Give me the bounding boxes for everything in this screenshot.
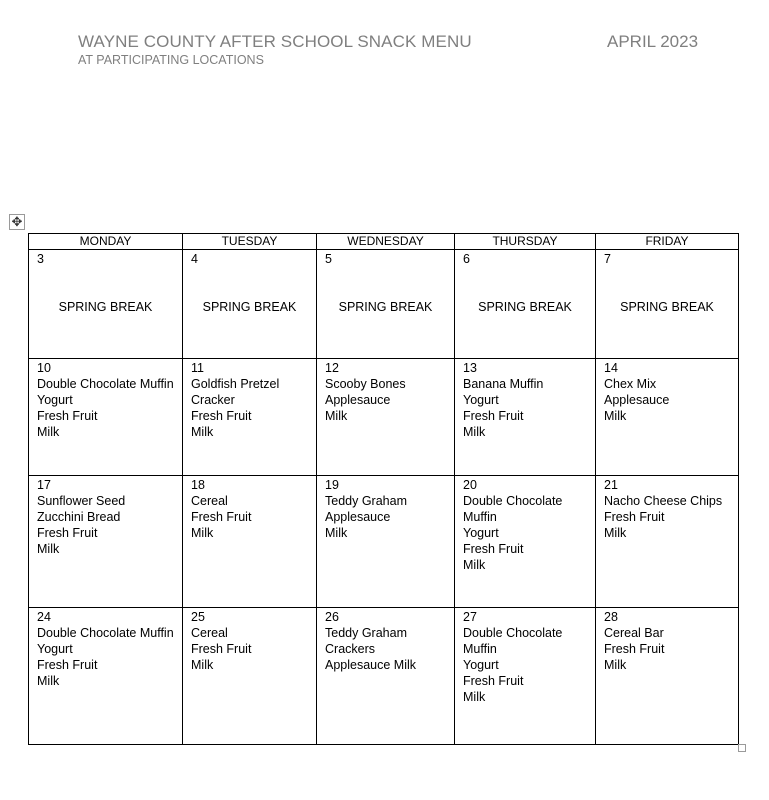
- day-cell-monday: [29, 250, 183, 359]
- day-number: 27: [463, 610, 477, 624]
- day-number: 11: [191, 361, 204, 375]
- menu-item: Milk: [37, 674, 60, 688]
- resize-handle-icon[interactable]: [738, 744, 746, 752]
- day-cell-thursday: [455, 359, 596, 476]
- day-cell-monday: [29, 359, 183, 476]
- weekday-header-wednesday: WEDNESDAY: [317, 234, 455, 250]
- week-row: [29, 608, 739, 745]
- page-title: WAYNE COUNTY AFTER SCHOOL SNACK MENU: [78, 32, 472, 51]
- month-label: APRIL 2023: [607, 32, 699, 51]
- menu-item: Fresh Fruit: [37, 409, 98, 423]
- day-number: 17: [37, 478, 51, 492]
- day-number: 24: [37, 610, 51, 624]
- spring-break-note: SPRING BREAK: [58, 300, 153, 314]
- day-cell-wednesday: [317, 476, 455, 608]
- day-cell-thursday: [455, 250, 596, 359]
- day-number: 28: [604, 610, 618, 624]
- spring-break-note: SPRING BREAK: [620, 300, 714, 314]
- week-row: [29, 250, 739, 359]
- menu-item: Yogurt: [37, 393, 73, 407]
- day-number: 14: [604, 361, 618, 375]
- menu-item: Cereal: [191, 626, 228, 640]
- menu-item: Double Chocolate Muffin: [37, 626, 174, 640]
- snack-calendar-table: [28, 233, 739, 745]
- day-cell-friday: [596, 359, 739, 476]
- day-cell-tuesday: [183, 608, 317, 745]
- menu-item: Yogurt: [463, 393, 499, 407]
- day-number: 5: [325, 252, 332, 266]
- day-cell-wednesday: [317, 359, 455, 476]
- menu-item: Zucchini Bread: [37, 510, 121, 524]
- menu-item: Milk: [463, 690, 486, 704]
- weekday-header-monday: MONDAY: [29, 234, 183, 250]
- menu-item: Fresh Fruit: [463, 542, 524, 556]
- menu-item: Cereal Bar: [604, 626, 664, 640]
- day-cell-monday: [29, 476, 183, 608]
- menu-item: Fresh Fruit: [37, 526, 98, 540]
- weekday-header-friday: FRIDAY: [596, 234, 739, 250]
- menu-item: Sunflower Seed: [37, 494, 126, 508]
- menu-item: Fresh Fruit: [191, 409, 252, 423]
- menu-item: Double Chocolate: [463, 494, 563, 508]
- day-number: 7: [604, 252, 611, 266]
- menu-item: Teddy Graham: [325, 626, 407, 640]
- page-subtitle: AT PARTICIPATING LOCATIONS: [78, 53, 264, 67]
- day-number: 21: [604, 478, 618, 492]
- menu-item: Chex Mix: [604, 377, 657, 391]
- week-row: [29, 359, 739, 476]
- day-number: 13: [463, 361, 477, 375]
- day-number: 26: [325, 610, 339, 624]
- week-row: [29, 476, 739, 608]
- menu-item: Crackers: [325, 642, 376, 656]
- menu-item: Fresh Fruit: [191, 510, 252, 524]
- day-cell-wednesday: [317, 608, 455, 745]
- menu-item: Yogurt: [37, 642, 73, 656]
- day-cell-tuesday: [183, 476, 317, 608]
- day-cell-friday: [596, 608, 739, 745]
- menu-item: Fresh Fruit: [463, 674, 524, 688]
- menu-item: Fresh Fruit: [191, 642, 252, 656]
- day-number: 10: [37, 361, 51, 375]
- menu-item: Banana Muffin: [463, 377, 544, 391]
- menu-item: Milk: [191, 425, 214, 439]
- menu-item: Milk: [325, 409, 348, 423]
- day-number: 12: [325, 361, 339, 375]
- menu-item: Fresh Fruit: [37, 658, 98, 672]
- day-number: 25: [191, 610, 205, 624]
- menu-item: Milk: [191, 658, 214, 672]
- day-cell-friday: [596, 250, 739, 359]
- menu-item: Goldfish Pretzel: [191, 377, 280, 391]
- menu-item: Muffin: [463, 510, 497, 524]
- menu-item: Muffin: [463, 642, 497, 656]
- menu-item: Milk: [191, 526, 214, 540]
- move-icon[interactable]: ✥: [9, 214, 25, 230]
- menu-item: Milk: [325, 526, 348, 540]
- day-number: 3: [37, 252, 44, 266]
- spring-break-note: SPRING BREAK: [338, 300, 433, 314]
- day-cell-tuesday: [183, 359, 317, 476]
- menu-item: Milk: [604, 409, 627, 423]
- menu-item: Milk: [604, 658, 627, 672]
- day-cell-monday: [29, 608, 183, 745]
- day-cell-thursday: [455, 476, 596, 608]
- menu-item: Double Chocolate Muffin: [37, 377, 174, 391]
- day-number: 6: [463, 252, 470, 266]
- day-number: 4: [191, 252, 198, 266]
- day-cell-friday: [596, 476, 739, 608]
- day-cell-tuesday: [183, 250, 317, 359]
- menu-item: Milk: [463, 425, 486, 439]
- weekday-header-row: [29, 234, 739, 250]
- menu-item: Cracker: [191, 393, 235, 407]
- day-number: 18: [191, 478, 205, 492]
- menu-item: Milk: [604, 526, 627, 540]
- menu-item: Yogurt: [463, 526, 499, 540]
- day-number: 19: [325, 478, 339, 492]
- menu-item: Applesauce: [325, 510, 391, 524]
- menu-item: Fresh Fruit: [604, 510, 665, 524]
- menu-item: Cereal: [191, 494, 228, 508]
- menu-item: Milk: [37, 542, 60, 556]
- menu-item: Applesauce: [325, 393, 391, 407]
- menu-item: Applesauce Milk: [325, 658, 417, 672]
- day-cell-wednesday: [317, 250, 455, 359]
- day-number: 20: [463, 478, 477, 492]
- menu-item: Milk: [463, 558, 486, 572]
- menu-item: Teddy Graham: [325, 494, 407, 508]
- menu-item: Nacho Cheese Chips: [604, 494, 723, 508]
- spring-break-note: SPRING BREAK: [202, 300, 297, 314]
- menu-item: Fresh Fruit: [604, 642, 665, 656]
- menu-item: Milk: [37, 425, 60, 439]
- menu-item: Applesauce: [604, 393, 670, 407]
- weekday-header-tuesday: TUESDAY: [183, 234, 317, 250]
- day-cell-thursday: [455, 608, 596, 745]
- weekday-header-thursday: THURSDAY: [455, 234, 596, 250]
- menu-item: Double Chocolate: [463, 626, 563, 640]
- menu-item: Yogurt: [463, 658, 499, 672]
- menu-item: Scooby Bones: [325, 377, 406, 391]
- spring-break-note: SPRING BREAK: [478, 300, 572, 314]
- menu-item: Fresh Fruit: [463, 409, 524, 423]
